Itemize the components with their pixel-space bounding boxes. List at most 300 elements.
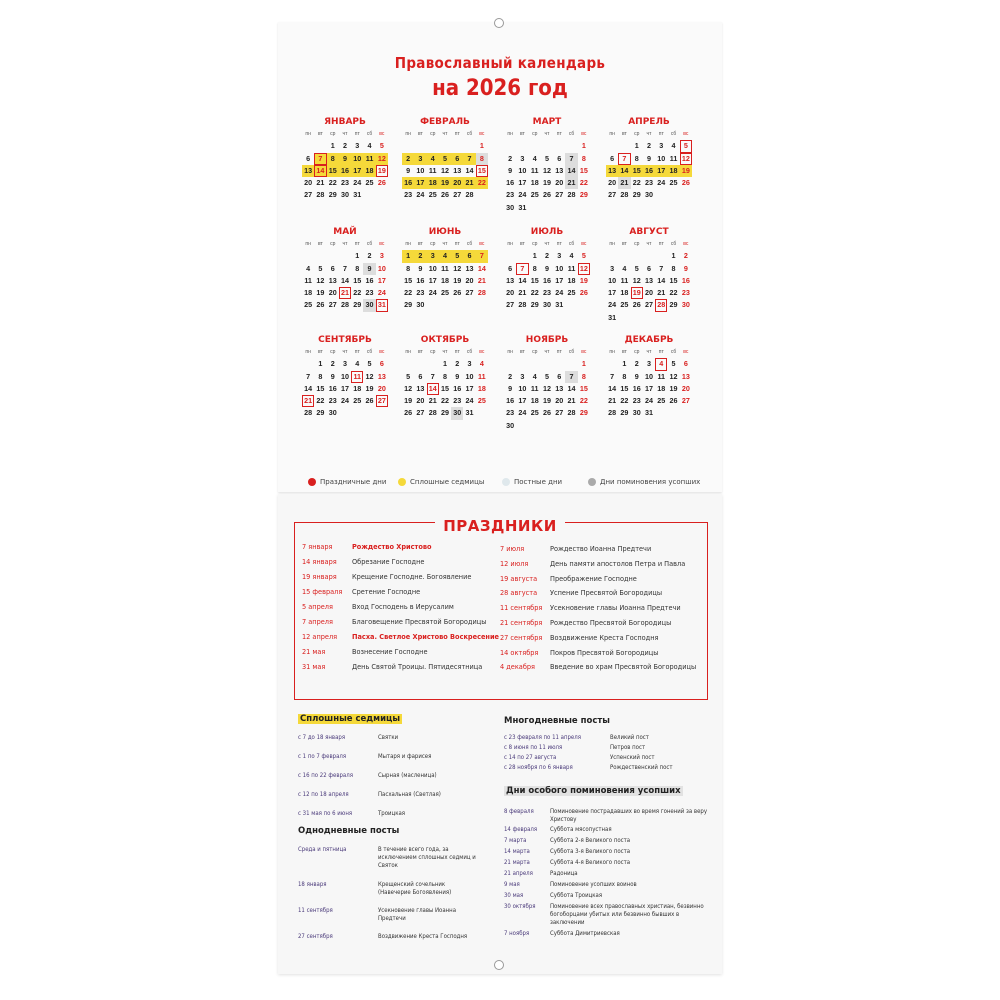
list-date: Среда и пятница [298,846,347,853]
empty-cell [516,250,528,262]
day-cell: 27 [608,190,617,200]
legend-item [588,478,700,486]
weekday-label: вт [520,349,525,355]
day-cell: 10 [377,263,386,273]
list-name: Усекновение главы Иоанна Предтечи [550,603,681,613]
list-date: с 23 февраля по 11 апреля [504,734,581,741]
day-cell: 14 [657,275,666,285]
weekday-label: вт [418,131,423,137]
legend-label: Постные дни [514,478,563,486]
day-cell: 12 [365,371,374,381]
day-cell: 26 [542,190,551,200]
day-cell: 20 [506,288,515,298]
day-cell: 13 [506,275,515,285]
day-cell: 4 [569,251,574,261]
day-cell: 22 [328,178,337,188]
day-cell: 9 [339,153,351,165]
day-cell: 27 [416,408,425,418]
day-cell: 23 [644,178,653,188]
day-cell: 6 [610,153,615,163]
empty-cell [402,140,414,152]
day-cell: 31 [555,300,564,310]
day-cell: 30 [340,190,349,200]
day-cell: 25 [440,288,449,298]
day-cell: 4 [671,141,676,151]
month-10 [402,334,488,420]
empty-cell [427,140,439,152]
day-cell: 14 [304,383,313,393]
day-cell: 29 [620,408,629,418]
month-8 [606,226,692,324]
day-cell: 4 [439,250,451,262]
weekday-label: вс [683,131,689,137]
empty-cell [402,358,414,370]
day-cell: 13 [644,275,653,285]
day-cell: 22 [476,177,488,189]
day-cell: 9 [683,263,688,273]
day-cell: 28 [567,408,576,418]
day-cell: 11 [441,263,449,273]
day-cell: 23 [340,178,349,188]
empty-cell [339,407,351,419]
weekday-label: пн [507,131,513,137]
day-cell: 6 [451,153,463,165]
day-cell: 2 [330,359,335,369]
day-cell: 17 [465,383,474,393]
day-cell: 3 [355,141,360,151]
day-cell: 26 [632,300,641,310]
list-name: Великий пост [610,734,649,741]
day-cell: 8 [476,153,488,165]
empty-cell [541,202,553,214]
empty-cell [618,250,630,262]
day-cell: 5 [544,153,549,163]
weekday-label: вс [581,131,587,137]
day-cell: 21 [567,396,576,406]
empty-cell [680,407,692,419]
binding-hole [494,18,504,28]
day-cell: 1 [622,359,627,369]
day-cell: 14 [565,165,577,177]
day-cell: 8 [327,153,339,165]
day-cell: 6 [330,263,335,273]
day-cell: 30 [681,300,690,310]
weekday-label: чт [342,241,348,247]
day-cell: 8 [442,371,447,381]
day-cell: 22 [632,178,641,188]
day-cell: 17 [428,275,437,285]
day-cell: 10 [518,383,527,393]
empty-cell [504,250,516,262]
day-cell: 9 [544,263,549,273]
empty-cell [565,420,577,432]
empty-cell [606,140,618,152]
day-cell: 18 [620,288,629,298]
day-cell: 5 [544,371,549,381]
day-cell: 21 [463,177,475,189]
day-cell: 24 [608,300,617,310]
day-cell: 11 [530,383,539,393]
month-name: ИЮНЬ [428,227,462,237]
month-9 [302,334,388,420]
day-cell: 6 [683,359,688,369]
day-cell: 15 [353,275,362,285]
day-cell: 29 [530,300,539,310]
weekday-label: сб [568,131,575,137]
legend-label: Праздничные дни [320,478,387,486]
day-cell: 5 [379,141,384,151]
day-cell: 9 [363,263,375,275]
day-cell: 24 [644,396,653,406]
day-cell: 30 [542,300,551,310]
day-cell: 30 [632,408,641,418]
day-cell: 9 [508,165,513,175]
day-cell: 13 [465,263,474,273]
month-name: ОКТЯБРЬ [420,335,470,345]
empty-cell [578,202,590,214]
day-cell: 27 [506,300,515,310]
day-cell: 15 [579,383,588,393]
list-name: Вознесение Господне [352,647,428,656]
memorial-title: Дни особого поминовения усопших [506,786,681,796]
list-name: В течение всего года, за исключением сплошных седмиц и Святок [378,846,476,869]
day-cell: 11 [304,275,312,285]
day-cell: 17 [377,275,386,285]
empty-cell [655,407,667,419]
day-cell: 29 [353,300,362,310]
list-date: с 14 по 27 августа [504,754,557,761]
day-cell: 20 [416,396,425,406]
weekday-label: чт [342,131,348,137]
day-cell: 16 [339,165,351,177]
day-cell: 14 [477,263,486,273]
day-cell: 13 [328,275,337,285]
day-cell: 15 [579,165,588,175]
weekday-label: пн [305,241,311,247]
day-cell: 8 [406,263,411,273]
day-cell: 20 [328,288,337,298]
day-cell: 14 [618,165,630,177]
empty-cell [667,407,679,419]
day-cell: 25 [530,408,539,418]
day-cell: 23 [416,288,425,298]
day-cell: 20 [451,177,463,189]
day-cell: 21 [477,275,486,285]
day-cell: 31 [518,202,527,212]
day-cell: 11 [620,275,629,285]
day-cell: 18 [530,178,539,188]
empty-cell [655,250,667,262]
weekday-label: пн [405,241,411,247]
empty-cell [476,407,488,419]
day-cell: 10 [351,153,363,165]
day-cell: 4 [622,263,627,273]
list-date: 7 апреля [302,617,333,626]
month-7 [504,226,590,312]
day-cell: 4 [532,371,537,381]
day-cell: 2 [683,251,688,261]
weekday-label: чт [646,349,652,355]
weekday-label: пн [305,349,311,355]
day-cell: 29 [328,190,337,200]
day-cell: 18 [440,275,449,285]
day-cell: 25 [428,190,437,200]
list-name: Суббота Димитриевская [550,930,620,937]
month-name: АПРЕЛЬ [628,117,670,127]
day-cell: 18 [363,165,375,177]
day-cell: 13 [555,383,564,393]
empty-cell [414,140,426,152]
weekday-label: вс [379,131,385,137]
day-cell: 9 [406,165,411,175]
day-cell: 26 [404,408,413,418]
empty-cell [553,140,565,152]
list-date: с 7 до 18 января [298,734,346,741]
day-cell: 24 [465,396,474,406]
day-cell: 25 [353,396,362,406]
list-date: 21 сентября [500,618,543,627]
day-cell: 27 [304,190,313,200]
day-cell: 10 [608,275,617,285]
day-cell: 4 [479,359,484,369]
day-cell: 17 [518,178,527,188]
weekday-label: ср [634,131,640,137]
empty-cell [314,140,326,152]
day-cell: 21 [302,395,314,407]
day-cell: 6 [306,153,311,163]
weekday-label: пн [507,241,513,247]
calendar-year: на 2026 год [432,76,568,101]
list-date: 14 февраля [504,826,538,833]
day-cell: 27 [555,190,564,200]
list-date: 30 октября [504,903,536,910]
day-cell: 28 [518,300,527,310]
list-date: 28 августа [500,588,538,598]
empty-cell [553,420,565,432]
multi-day-fasts-title: Многодневные посты [504,716,610,726]
day-cell: 29 [440,408,449,418]
day-cell: 12 [404,383,413,393]
month-11 [504,334,590,432]
day-cell: 21 [608,396,617,406]
list-name: Поминовение всех православных христиан, безвинно богоборцами убитых или безвинно бывших в заключении [550,903,704,926]
empty-cell [529,140,541,152]
day-cell: 8 [318,371,323,381]
day-cell: 23 [681,288,690,298]
weekday-label: вт [622,349,627,355]
list-date: 12 апреля [302,632,338,641]
list-name: Суббота 2-я Великого поста [550,837,631,844]
weekday-label: сб [466,131,473,137]
day-cell: 27 [644,300,653,310]
day-cell: 20 [377,383,386,393]
day-cell: 14 [427,383,439,395]
day-cell: 19 [680,165,692,177]
day-cell: 6 [557,371,562,381]
day-cell: 19 [404,396,413,406]
empty-cell [476,299,488,311]
empty-cell [655,189,667,201]
day-cell: 22 [530,288,539,298]
list-name: Воздвижение Креста Господня [550,632,659,642]
empty-cell [476,189,488,201]
weekday-label: вс [683,349,689,355]
day-cell: 2 [646,141,651,151]
weekday-label: ср [430,241,436,247]
day-cell: 15 [476,165,488,177]
day-cell: 30 [328,408,337,418]
empty-cell [451,140,463,152]
day-cell: 28 [608,408,617,418]
day-cell: 7 [314,153,326,165]
weekday-label: чт [342,349,348,355]
day-cell: 30 [451,407,463,419]
day-cell: 21 [565,177,577,189]
day-cell: 28 [304,408,313,418]
day-cell: 23 [453,396,462,406]
empty-cell [680,189,692,201]
weekday-label: пн [405,349,411,355]
day-cell: 4 [427,153,439,165]
list-name: Благовещение Пресвятой Богородицы [352,617,487,626]
weekday-label: пн [405,131,411,137]
day-cell: 9 [330,371,335,381]
day-cell: 28 [316,190,325,200]
day-cell: 30 [644,190,653,200]
day-cell: 10 [657,153,666,163]
day-cell: 15 [620,383,629,393]
day-cell: 19 [542,396,551,406]
weekday-label: чт [442,241,448,247]
empty-cell [631,250,643,262]
weekday-label: ср [330,241,336,247]
day-cell: 15 [631,165,643,177]
day-cell: 17 [644,383,653,393]
list-name: Сырная (масленица) [378,772,437,779]
empty-cell [339,250,351,262]
empty-cell [541,140,553,152]
day-cell: 4 [306,263,311,273]
day-cell: 9 [646,153,651,163]
weekday-label: ср [330,131,336,137]
day-cell: 25 [304,300,313,310]
empty-cell [553,358,565,370]
day-cell: 11 [567,263,576,273]
day-cell: 13 [453,165,462,175]
day-cell: 8 [532,263,537,273]
month-12 [606,334,692,420]
holidays-title-wrap [278,516,722,535]
day-cell: 26 [377,178,386,188]
day-cell: 1 [442,359,447,369]
day-cell: 29 [669,300,678,310]
legend-item [398,478,484,486]
list-date: 4 декабря [500,662,535,672]
day-cell: 23 [328,396,337,406]
day-cell: 19 [453,275,462,285]
list-name: Обрезание Господне [352,557,425,566]
day-cell: 21 [518,288,527,298]
weekday-label: вс [379,349,385,355]
day-cell: 31 [644,408,653,418]
empty-cell [463,140,475,152]
empty-cell [529,358,541,370]
empty-cell [463,299,475,311]
weekday-label: ср [430,131,436,137]
day-cell: 3 [379,251,384,261]
list-date: с 16 по 22 февраля [298,772,353,779]
weekday-label: пт [658,131,664,137]
day-cell: 14 [608,383,617,393]
weekday-label: сб [366,241,373,247]
day-cell: 19 [365,383,374,393]
day-cell: 12 [669,371,678,381]
list-name: Сретение Господне [352,587,421,596]
day-cell: 7 [565,371,577,383]
day-cell: 31 [353,190,362,200]
day-cell: 5 [451,250,463,262]
weekday-label: пт [354,131,360,137]
day-cell: 23 [506,408,515,418]
day-cell: 18 [304,288,313,298]
day-cell: 1 [330,141,335,151]
day-cell: 22 [440,396,449,406]
day-cell: 29 [316,408,325,418]
day-cell: 3 [520,153,525,163]
day-cell: 3 [342,359,347,369]
day-cell: 16 [506,178,515,188]
day-cell: 17 [414,177,426,189]
weekday-label: пт [658,349,664,355]
day-cell: 11 [478,371,486,381]
day-cell: 2 [544,251,549,261]
empty-cell [439,140,451,152]
month-2 [402,116,488,202]
day-cell: 8 [671,263,676,273]
day-cell: 29 [579,408,588,418]
day-cell: 27 [555,408,564,418]
legend-dot [398,478,406,486]
list-name: Радоница [550,870,578,877]
day-cell: 24 [518,408,527,418]
day-cell: 28 [428,408,437,418]
day-cell: 27 [465,288,474,298]
list-name: Покров Пресвятой Богородицы [550,647,659,657]
empty-cell [655,312,667,324]
day-cell: 12 [453,263,462,273]
empty-cell [578,299,590,311]
day-cell: 22 [620,396,629,406]
day-cell: 11 [351,371,363,383]
weekday-label: вт [520,241,525,247]
weekday-label: вт [318,241,323,247]
day-cell: 12 [376,153,388,165]
list-name: Рождественский пост [610,764,673,771]
empty-cell [565,358,577,370]
day-cell: 21 [339,287,351,299]
day-cell: 29 [579,190,588,200]
day-cell: 24 [428,288,437,298]
day-cell: 29 [632,190,641,200]
day-cell: 20 [555,396,564,406]
day-cell: 21 [618,177,630,189]
empty-cell [427,299,439,311]
weekday-label: чт [646,131,652,137]
day-cell: 14 [465,165,474,175]
weekday-label: пн [507,349,513,355]
weekday-label: пт [454,241,460,247]
day-cell: 25 [620,300,629,310]
